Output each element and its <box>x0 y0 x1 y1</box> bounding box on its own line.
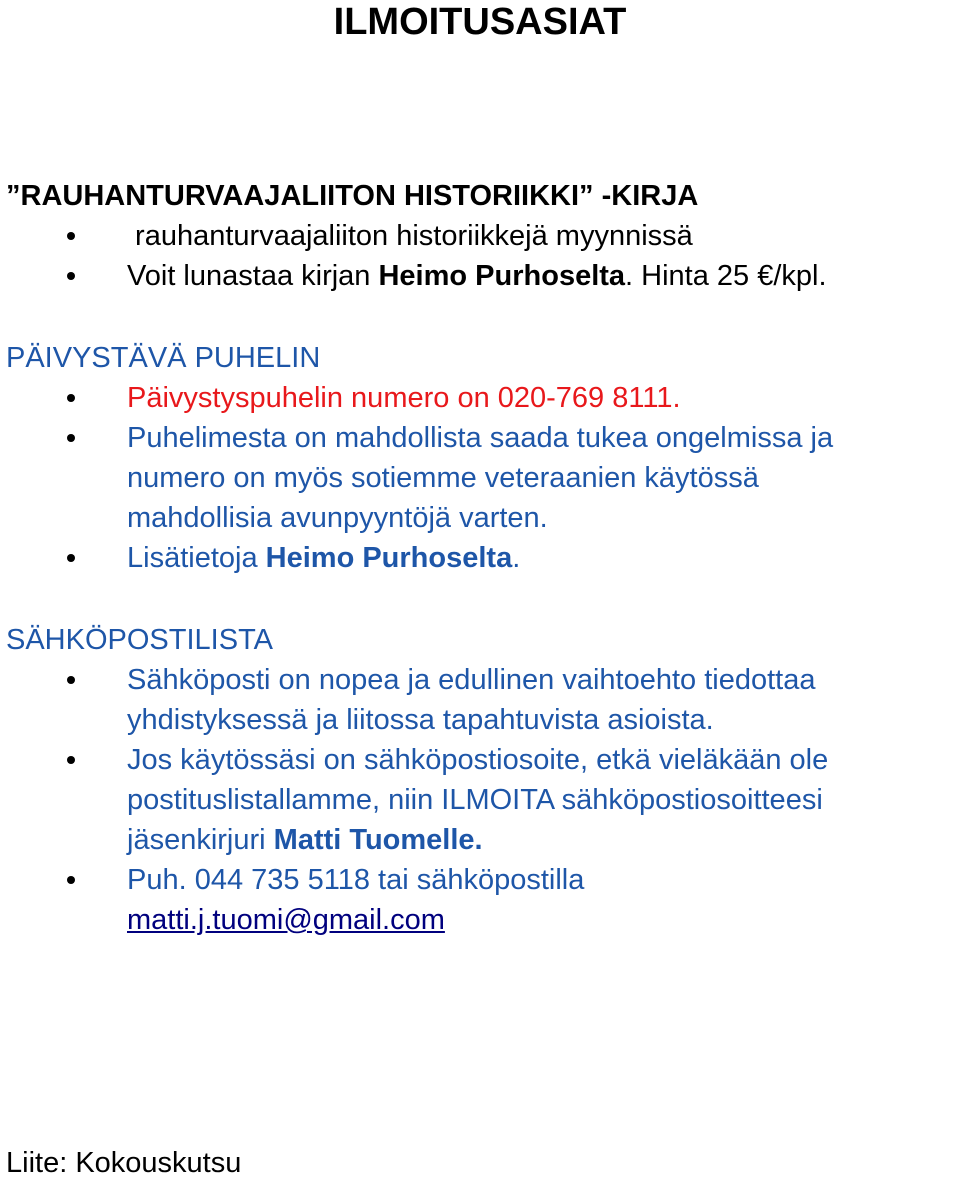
phone-number-text: Päivystyspuhelin numero on 020-769 8111. <box>127 382 681 414</box>
bullet-icon <box>67 554 75 562</box>
list-item <box>6 378 956 418</box>
bullet-icon <box>67 232 75 240</box>
email-list <box>6 660 956 940</box>
email-heading: SÄHKÖPOSTILISTA <box>6 624 273 656</box>
phone-item-2-line-3: mahdollisia avunpyyntöjä varten. <box>127 502 548 534</box>
book-list <box>6 216 956 296</box>
phone-item-2-line-1: Puhelimesta on mahdollista saada tukea ongelmissa ja <box>127 422 834 454</box>
contact-name: Matti Tuomelle. <box>273 824 483 856</box>
phone-item-3-post: . <box>512 542 521 574</box>
contact-name: Heimo Purhoselta <box>265 542 513 574</box>
email-section <box>6 620 956 940</box>
bullet-icon <box>67 676 75 684</box>
book-item-2-post: . Hinta 25 €/kpl. <box>625 260 827 292</box>
email-item-3-line-1: Puh. 044 735 5118 tai sähköpostilla <box>127 864 585 896</box>
phone-section <box>6 338 956 578</box>
email-item-1-line-2: yhdistyksessä ja liitossa tapahtuvista asioista. <box>127 704 714 736</box>
bullet-icon <box>67 756 75 764</box>
bullet-icon <box>67 876 75 884</box>
email-item-2-line-3-pre: jäsenkirjuri <box>127 824 274 856</box>
phone-item-2-line-2: numero on myös sotiemme veteraanien käytössä <box>127 462 759 494</box>
list-item <box>6 860 956 940</box>
list-item <box>6 418 956 538</box>
bullet-icon <box>67 434 75 442</box>
email-item-2-line-1: Jos käytössäsi on sähköpostiosoite, etkä vieläkään ole <box>127 744 829 776</box>
contact-name: Heimo Purhoselta <box>378 260 626 292</box>
book-item-2-pre: Voit lunastaa kirjan <box>127 260 379 292</box>
footer-attachment-note: Liite: Kokouskutsu <box>6 1147 242 1179</box>
list-item <box>6 740 956 860</box>
email-item-2-line-2: postituslistallamme, niin ILMOITA sähköpostiosoitteesi <box>127 784 823 816</box>
list-item <box>6 256 956 296</box>
bullet-icon <box>67 394 75 402</box>
bullet-icon <box>67 272 75 280</box>
email-link[interactable]: matti.j.tuomi@gmail.com <box>127 904 445 936</box>
email-item-1-line-1: Sähköposti on nopea ja edullinen vaihtoehto tiedottaa <box>127 664 816 696</box>
book-heading: ”RAUHANTURVAAJALIITON HISTORIIKKI” -KIRJA <box>6 180 699 212</box>
book-section <box>6 176 956 296</box>
phone-list <box>6 378 956 578</box>
book-item-1: rauhanturvaajaliiton historiikkejä myynnissä <box>127 220 693 252</box>
list-item <box>6 660 956 740</box>
list-item <box>6 538 956 578</box>
phone-heading: PÄIVYSTÄVÄ PUHELIN <box>6 342 321 374</box>
phone-item-3-pre: Lisätietoja <box>127 542 266 574</box>
page-title: ILMOITUSASIAT <box>333 1 627 43</box>
list-item <box>6 216 956 256</box>
